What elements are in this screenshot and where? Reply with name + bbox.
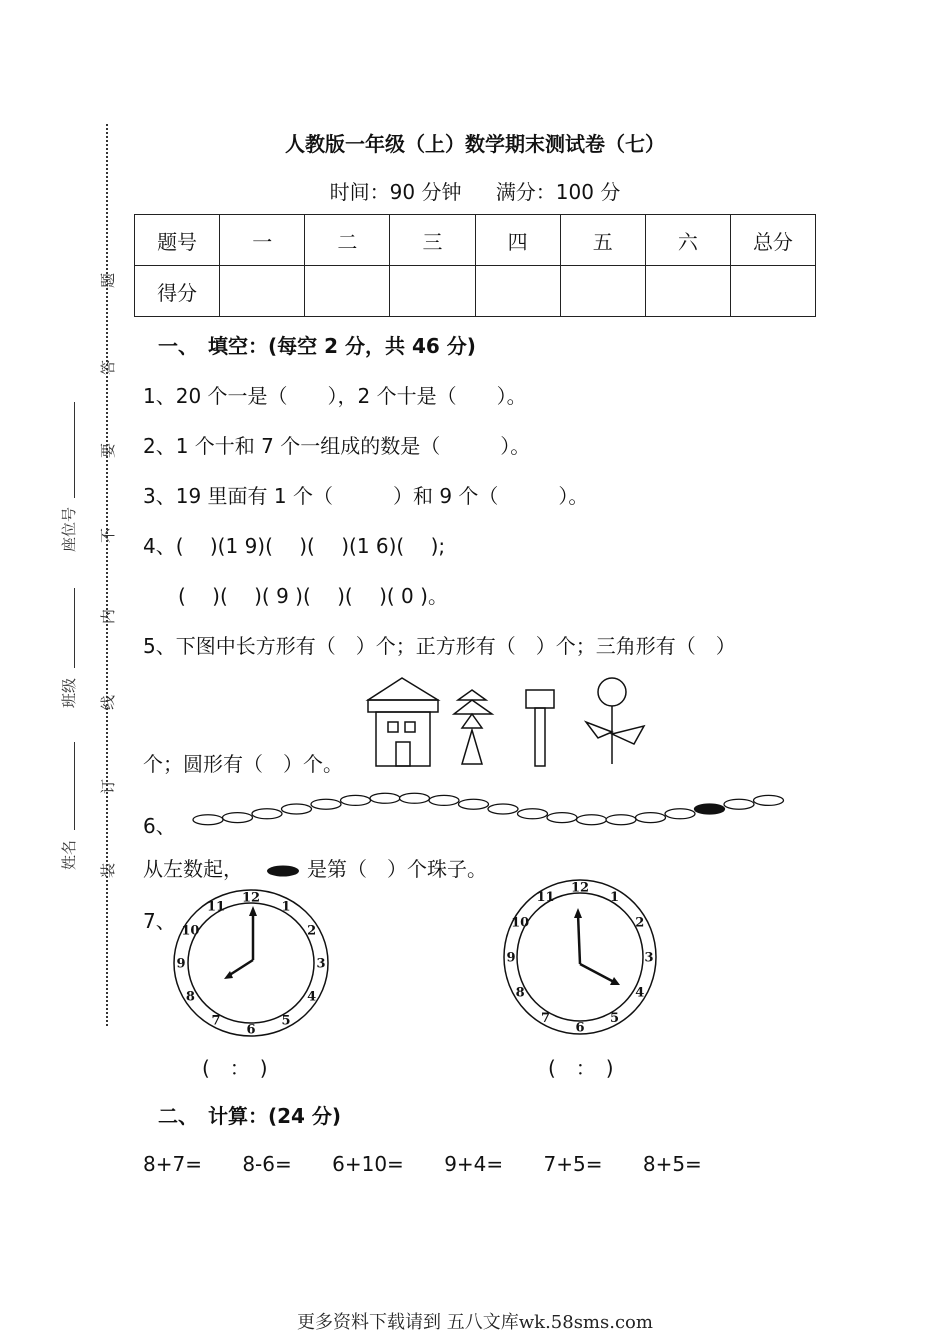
score-input-cell[interactable] [730, 266, 815, 317]
clock-number: 7 [211, 1013, 221, 1029]
binding-char: 不 [99, 527, 118, 544]
class-line [74, 588, 75, 668]
score-table [134, 214, 816, 317]
bead [282, 804, 312, 814]
clock-number: 11 [536, 889, 555, 905]
table-cell: 一 [220, 215, 305, 266]
bead [400, 793, 430, 803]
calculation-row [143, 1152, 736, 1176]
tree-top-triangle [458, 690, 486, 700]
bead [311, 799, 341, 809]
clock-number: 3 [316, 956, 326, 972]
clock-number: 6 [246, 1022, 256, 1038]
class-label: 班级 [60, 677, 78, 708]
calc-problem: 7+5= [543, 1152, 603, 1176]
clock-number: 9 [506, 950, 516, 966]
bead [577, 815, 607, 825]
table-cell: 三 [390, 215, 475, 266]
bead-string [186, 784, 796, 832]
shapes-figure [360, 672, 660, 772]
clock-number: 12 [570, 880, 590, 896]
question-6-text [143, 853, 487, 882]
clock-number: 8 [185, 989, 195, 1005]
calc-problem: 8+5= [642, 1152, 702, 1176]
binding-char: 线 [99, 694, 118, 711]
bead [429, 795, 459, 805]
clock-right-answer: ( ： ) [548, 1056, 614, 1080]
bead [665, 809, 695, 819]
sign-top-rectangle [526, 690, 554, 708]
table-cell: 总分 [730, 215, 815, 266]
footer-text: 更多资料下载请到 五八文库wk.58sms.com [297, 1312, 653, 1333]
seat-number-label: 座位号 [60, 506, 78, 552]
score-input-cell[interactable] [390, 266, 475, 317]
clock-number: 1 [609, 889, 620, 905]
binding-char: 内 [99, 608, 118, 625]
score-input-cell[interactable] [560, 266, 645, 317]
seat-number-line [74, 402, 75, 498]
table-cell: 四 [475, 215, 560, 266]
clock-number: 4 [307, 989, 317, 1005]
clock-number: 10 [181, 923, 200, 939]
black-bead [695, 804, 725, 814]
question-4-line2: ( )( )( 9 )( )( )( 0 )。 [178, 584, 448, 608]
score-input-cell[interactable] [475, 266, 560, 317]
question-5-line2: 个；圆形有（ ）个。 [143, 752, 343, 776]
exam-subtitle [0, 176, 950, 205]
bead [459, 799, 489, 809]
table-cell: 得分 [135, 266, 220, 317]
clock-number: 5 [281, 1013, 291, 1029]
question-2: 2、1 个十和 7 个一组成的数是（ ）。 [143, 434, 531, 458]
house-door-rectangle [396, 742, 410, 766]
name-label: 姓名 [60, 839, 78, 870]
house-eave-rectangle [368, 700, 438, 712]
clock-number: 3 [644, 950, 654, 966]
name-line [74, 742, 75, 830]
clock-number: 8 [515, 985, 525, 1001]
bead [606, 815, 636, 825]
bead [370, 793, 400, 803]
question-5-line1: 5、下图中长方形有（ ）个；正方形有（ ）个；三角形有（ ） [143, 634, 736, 658]
clock-number: 6 [575, 1020, 585, 1036]
flower-leaf-triangle [612, 726, 644, 744]
minute-hand [578, 914, 580, 964]
binding-dotted-line [106, 124, 108, 1026]
clock-left-answer: ( ： ) [202, 1056, 268, 1080]
binding-char: 装 [99, 862, 118, 879]
tree-middle-triangle [454, 700, 492, 714]
binding-char: 要 [99, 442, 118, 459]
house-roof-triangle [368, 678, 438, 700]
black-bead-icon [261, 864, 305, 878]
question-6-number: 6、 [143, 814, 176, 838]
bead [724, 799, 754, 809]
question-6-prefix: 从左数起， [143, 857, 243, 881]
question-7-number: 7、 [143, 909, 176, 933]
bead [636, 813, 666, 823]
exam-title: 人教版一年级（上）数学期末测试卷（七） [285, 132, 665, 156]
binding-char: 答 [99, 359, 118, 376]
bead [223, 813, 253, 823]
clock-left [172, 888, 332, 1040]
binding-char: 订 [99, 778, 118, 795]
exam-full-score: 满分：100 分 [495, 180, 621, 204]
clock-number: 1 [281, 899, 291, 915]
score-input-cell[interactable] [305, 266, 390, 317]
clock-number: 12 [241, 890, 261, 906]
clock-number: 5 [609, 1011, 620, 1027]
clock-number: 2 [635, 915, 645, 931]
question-4-line1: 4、( )(1 9)( )( )(1 6)( ); [143, 534, 446, 558]
flower-leaf-triangle [586, 722, 612, 738]
calc-problem: 6+10= [332, 1152, 404, 1176]
tree-trunk-triangle [462, 730, 482, 764]
score-table-score-row [135, 266, 816, 317]
calc-problem: 8-6= [242, 1152, 292, 1176]
calc-problem: 8+7= [143, 1152, 202, 1176]
bead [518, 809, 548, 819]
clock-right [502, 878, 662, 1036]
score-input-cell[interactable] [220, 266, 305, 317]
clock-number: 11 [206, 899, 226, 915]
hour-hand [580, 964, 614, 982]
bead [341, 795, 371, 805]
bead [193, 815, 223, 825]
calc-problem: 9+4= [444, 1152, 504, 1176]
question-3: 3、19 里面有 1 个（ ）和 9 个（ ）。 [143, 484, 589, 508]
tree-lower-triangle [462, 714, 482, 728]
question-1: 1、20 个一是（ ），2 个十是（ ）。 [143, 384, 527, 408]
question-6-suffix: 是第（ ）个珠子。 [307, 857, 487, 881]
flower-circle [598, 678, 626, 706]
house-window-square [405, 722, 415, 732]
bead [488, 804, 518, 814]
bead [252, 809, 282, 819]
score-table-header-row [135, 215, 816, 266]
table-cell: 五 [560, 215, 645, 266]
clock-number: 9 [176, 956, 186, 972]
house-window-square [388, 722, 398, 732]
section1-heading: 一、 填空：(每空 2 分，共 46 分) [158, 334, 476, 358]
hour-hand [228, 960, 253, 976]
score-input-cell[interactable] [645, 266, 730, 317]
table-cell: 六 [645, 215, 730, 266]
clock-number: 10 [511, 915, 530, 931]
bead [547, 813, 577, 823]
sign-post-rectangle [535, 708, 545, 766]
section2-heading: 二、 计算：(24 分) [158, 1104, 342, 1128]
exam-time: 时间：90 分钟 [329, 180, 462, 204]
clock-number: 4 [635, 985, 645, 1001]
clock-number: 2 [307, 923, 317, 939]
bead [754, 795, 784, 805]
table-cell: 题号 [135, 215, 220, 266]
house-body-square [376, 712, 430, 766]
binding-char: 题 [99, 272, 118, 289]
clock-number: 7 [540, 1011, 551, 1027]
table-cell: 二 [305, 215, 390, 266]
